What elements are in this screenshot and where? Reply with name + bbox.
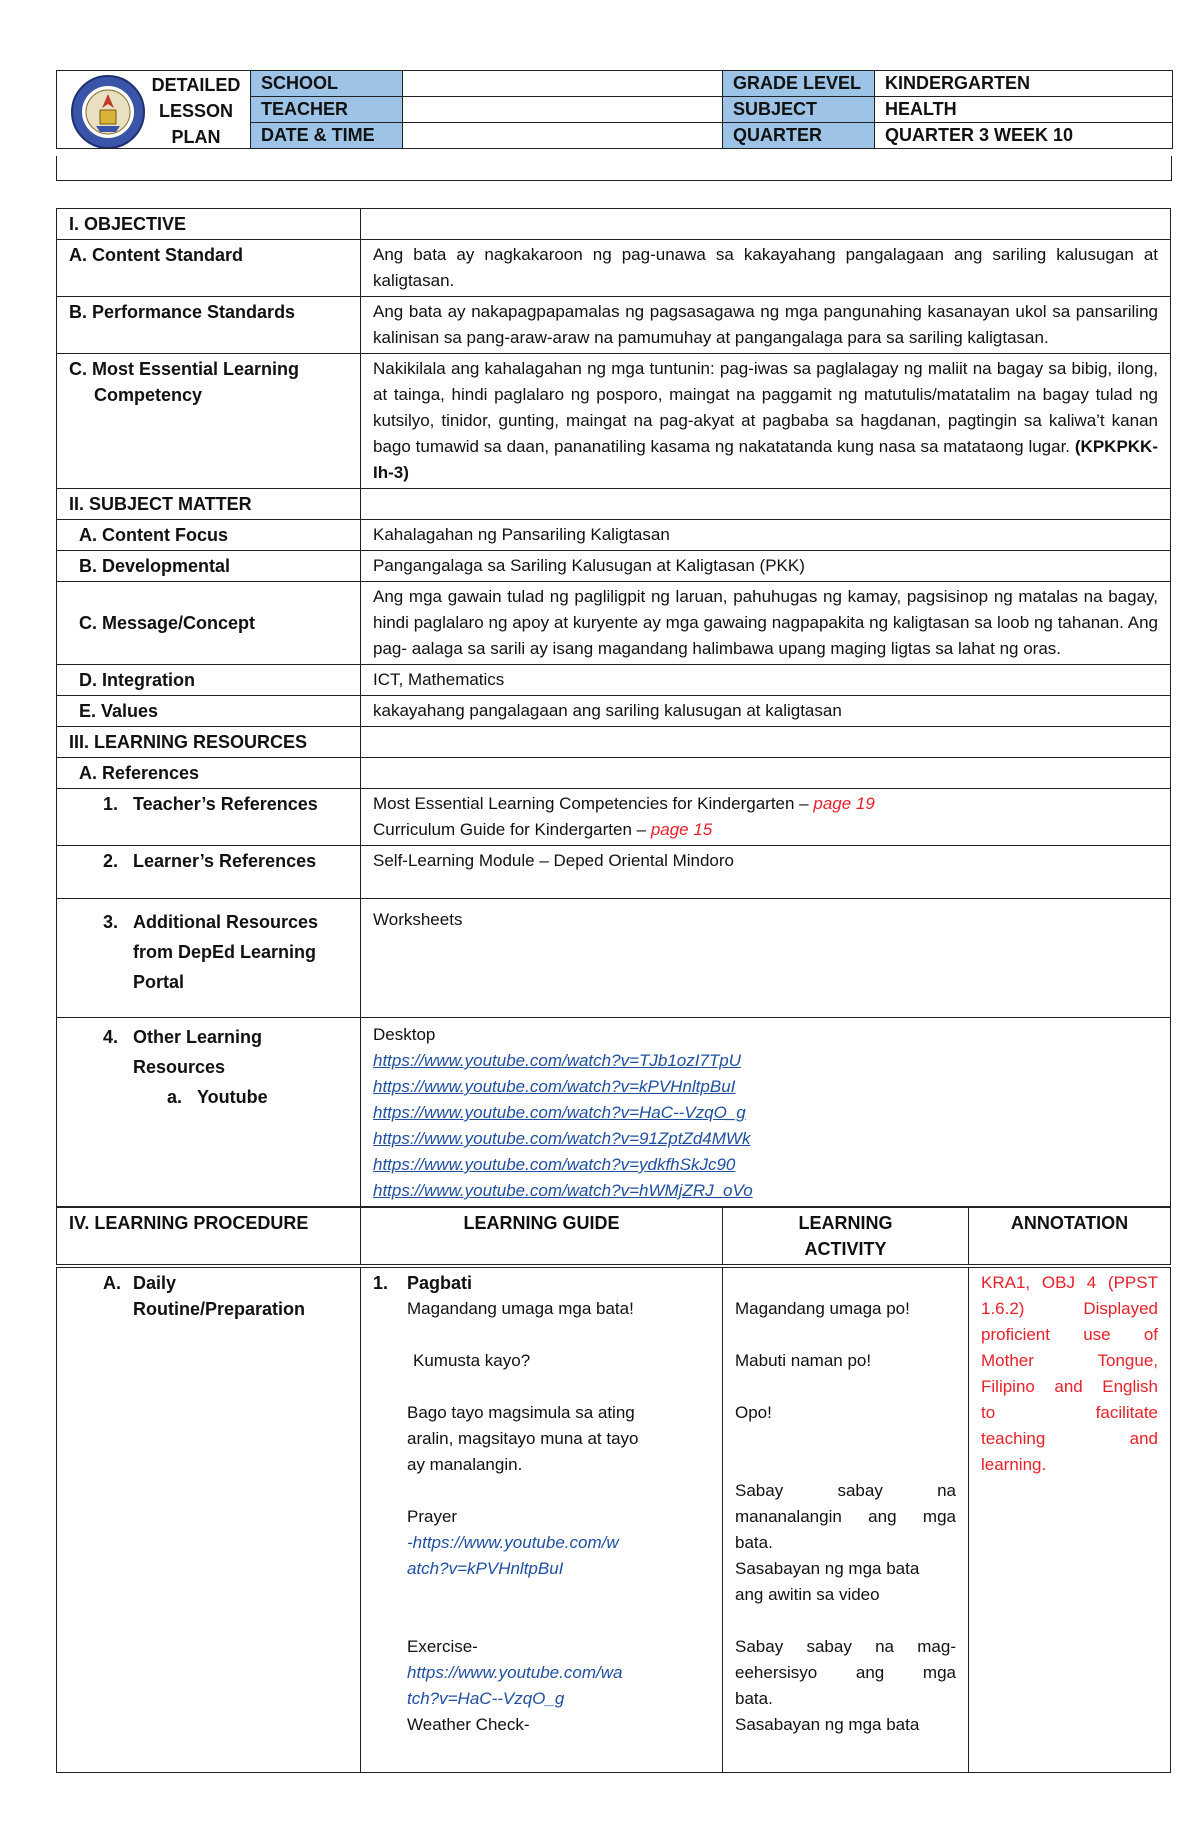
activity-line: bata.: [735, 1533, 773, 1552]
guide-line: Magandang umaga mga bata!: [407, 1299, 634, 1318]
learning-procedure-heading: IV. LEARNING PROCEDURE: [57, 1208, 361, 1265]
youtube-link[interactable]: https://www.youtube.com/watch?v=TJb1ozI7TpU: [373, 1051, 742, 1070]
daily-routine-label: [57, 1268, 361, 1773]
label-line: from DepEd Learning: [133, 942, 317, 962]
guide-line: Prayer: [407, 1507, 458, 1526]
header-spacer-row: [56, 156, 1172, 181]
header-line: ACTIVITY: [804, 1239, 887, 1259]
youtube-link[interactable]: https://www.youtube.com/watch?v=ydkfhSkJc90: [373, 1155, 736, 1174]
reference-page: page 15: [650, 820, 713, 839]
item-number: a.: [167, 1087, 183, 1107]
reference-page: page 19: [813, 794, 875, 813]
activity-line: mananalangin ang mga: [735, 1507, 956, 1526]
content-focus-label: A. Content Focus: [57, 520, 361, 551]
activity-line: Sasabayan ng mga bata: [735, 1715, 920, 1734]
guide-line: ay manalangin.: [407, 1455, 523, 1474]
annotation-header: ANNOTATION: [969, 1208, 1171, 1265]
school-value: [403, 71, 723, 97]
melc-text: [361, 354, 1171, 489]
values-label: E. Values: [57, 696, 361, 727]
annotation-cell: [969, 1268, 1171, 1773]
melc-label: [57, 354, 361, 489]
label-line: Routine/Preparation: [133, 1299, 306, 1319]
teacher-label: TEACHER: [251, 97, 403, 123]
title-line: PLAN: [171, 127, 221, 147]
performance-standards-text: Ang bata ay nakapagpapamalas ng pagsasagawa ng mga pangunahing kasanayan ukol sa pansariling kalinisan sa pang-araw-araw na pamumuhay at pangangalaga para sa sariling kaligtasan.: [361, 297, 1171, 354]
performance-standards-label: B. Performance Standards: [57, 297, 361, 354]
developmental-text: Pangangalaga sa Sariling Kalusugan at Kaligtasan (PKK): [361, 551, 1171, 582]
label-line: Other Learning: [133, 1027, 263, 1047]
learning-procedure-table: [56, 1207, 1171, 1773]
activity-line: Magandang umaga po!: [735, 1299, 910, 1318]
item-number: 3.: [103, 912, 119, 932]
guide-line: Weather Check-: [407, 1715, 530, 1734]
label-lines: [133, 907, 318, 997]
other-resources-label: [57, 1018, 361, 1207]
content-focus-text: Kahalagahan ng Pansariling Kaligtasan: [361, 520, 1171, 551]
prayer-video-link[interactable]: -https://www.youtube.com/w: [407, 1533, 619, 1552]
reference-title: Most Essential Learning Competencies for Kindergarten –: [373, 794, 809, 813]
label-lines: [133, 1022, 268, 1112]
item-number: A.: [103, 1273, 121, 1293]
item-number: 1.: [373, 1273, 389, 1293]
teachers-references-label: [57, 789, 361, 846]
label-line: Additional Resources: [133, 912, 319, 932]
melc-code: (KPKPKK-Ih-3): [373, 437, 1158, 482]
melc-body: Nakikilala ang kahalagahan ng mga tuntunin: pag-iwas sa paglalagay ng maliit na bagay sa bibig, ilong, at tainga, hindi paglalaro ng posporo, maingat na paggamit ng matutulis/matatalim na bagay tulad ng kutsilyo, tinidor, gunting, maingat na pag-akyat at pagbaba sa hagdanan, pagtingin sa kaliwa’t kanan bago tumawid sa daan, pananatiling kasama ng nakatatanda kung nasa sa matataong lugar.: [373, 359, 1158, 456]
values-text: kakayahang pangalagaan ang sariling kalusugan at kaligtasan: [361, 696, 1171, 727]
header-line: LEARNING: [798, 1213, 893, 1233]
additional-resources-label: [57, 899, 361, 1018]
objective-heading: I. OBJECTIVE: [57, 209, 361, 240]
activity-line: Mabuti naman po!: [735, 1351, 872, 1370]
empty-cell: [361, 209, 1171, 240]
item-label: Learner’s References: [133, 851, 317, 871]
learners-references-label: [57, 846, 361, 899]
learning-activity-header: [723, 1208, 969, 1265]
reference-line: [373, 817, 1158, 843]
lesson-plan-table: [56, 208, 1171, 1207]
learning-resources-heading: III. LEARNING RESOURCES: [57, 727, 361, 758]
references-label: A. References: [57, 758, 361, 789]
school-label: SCHOOL: [251, 71, 403, 97]
additional-resources-text: Worksheets: [361, 899, 1171, 1018]
annotation-line: to facilitate: [981, 1403, 1158, 1422]
message-concept-text: Ang mga gawain tulad ng pagliligpit ng laruan, pahuhugas ng kamay, pagsisinop ng matalas na bagay, hindi paglalaro ng apoy at kuryente ay mga gawaing nagpapakita ng kaligtasan sa loob ng tahanan. Ang pag- aalaga sa sarili ay isang magandang halimbawa upang maging ligtas sa lahat ng oras.: [361, 582, 1171, 665]
guide-line: Bago tayo magsimula sa ating: [407, 1403, 635, 1422]
label-line: [133, 1082, 268, 1112]
label-block: [103, 907, 348, 997]
step-title-text: Pagbati: [407, 1273, 473, 1293]
content-standard-label: A. Content Standard: [57, 240, 361, 297]
title-line: DETAILED: [151, 75, 241, 95]
subject-label: SUBJECT: [723, 97, 875, 123]
other-resources-intro: Desktop: [373, 1025, 436, 1044]
date-time-value: [403, 123, 723, 149]
item-number: 4.: [103, 1027, 119, 1047]
label-line: Daily: [133, 1273, 177, 1293]
learning-activity-cell: [723, 1268, 969, 1773]
content-standard-text: Ang bata ay nagkakaroon ng pag-unawa sa kakayahang pangalagaan ang sariling kalusugan at kaligtasan.: [361, 240, 1171, 297]
other-resources-list: [361, 1018, 1171, 1207]
label-line: Portal: [133, 972, 185, 992]
melc-label-line: Competency: [94, 385, 203, 405]
empty-cell: [361, 727, 1171, 758]
quarter-label: QUARTER: [723, 123, 875, 149]
melc-label-line: C. Most Essential Learning: [69, 359, 300, 379]
developmental-label: B. Developmental: [57, 551, 361, 582]
exercise-video-link[interactable]: https://www.youtube.com/wa: [407, 1663, 623, 1682]
youtube-link[interactable]: https://www.youtube.com/watch?v=HaC--VzqO_g: [373, 1103, 746, 1122]
activity-line: eehersisyo ang mga: [735, 1663, 956, 1682]
integration-text: ICT, Mathematics: [361, 665, 1171, 696]
activity-line: Opo!: [735, 1403, 772, 1422]
empty-cell: [361, 758, 1171, 789]
guide-body: [373, 1296, 710, 1738]
annotation-line: Filipino and English: [981, 1377, 1158, 1396]
guide-line: aralin, magsitayo muna at tayo: [407, 1429, 639, 1448]
reference-line: [373, 791, 1158, 817]
annotation-line: teaching and: [981, 1429, 1158, 1448]
empty-cell: [361, 489, 1171, 520]
youtube-link[interactable]: https://www.youtube.com/watch?v=91ZptZd4MWk: [373, 1129, 751, 1148]
seal-cell: [57, 71, 251, 149]
annotation-line: Mother Tongue,: [981, 1351, 1158, 1370]
grade-level-value: KINDERGARTEN: [875, 71, 1173, 97]
exercise-video-link[interactable]: tch?v=HaC--VzqO_g: [407, 1689, 565, 1708]
prayer-video-link[interactable]: atch?v=kPVHnltpBuI: [407, 1559, 564, 1578]
youtube-link[interactable]: https://www.youtube.com/watch?v=hWMjZRJ_oVo: [373, 1181, 753, 1200]
item-label: Youtube: [197, 1087, 268, 1107]
grade-level-label: GRADE LEVEL: [723, 71, 875, 97]
title-line: LESSON: [158, 101, 233, 121]
annotation-line: 1.6.2) Displayed: [981, 1299, 1158, 1318]
label-block: [103, 1022, 348, 1112]
youtube-link[interactable]: https://www.youtube.com/watch?v=kPVHnltpBuI: [373, 1077, 736, 1096]
activity-line: ang awitin sa video: [735, 1585, 880, 1604]
annotation-line: KRA1, OBJ 4 (PPST: [981, 1273, 1158, 1292]
teacher-value: [403, 97, 723, 123]
teachers-references-text: [361, 789, 1171, 846]
label-line: Resources: [133, 1057, 226, 1077]
header-table: [56, 70, 1173, 149]
guide-line: Exercise-: [407, 1637, 478, 1656]
activity-line: bata.: [735, 1689, 773, 1708]
learning-guide-header: LEARNING GUIDE: [361, 1208, 723, 1265]
guide-line: Kumusta kayo?: [413, 1351, 531, 1370]
label-block: [103, 1270, 348, 1322]
label-lines: [133, 1270, 305, 1322]
date-time-label: DATE & TIME: [251, 123, 403, 149]
learning-guide-cell: [361, 1268, 723, 1773]
annotation-line: proficient use of: [981, 1325, 1158, 1344]
message-concept-label: C. Message/Concept: [57, 582, 361, 665]
item-label: Teacher’s References: [133, 794, 318, 814]
annotation-line: learning.: [981, 1455, 1047, 1474]
activity-line: Sasabayan ng mga bata: [735, 1559, 920, 1578]
reference-title: Curriculum Guide for Kindergarten –: [373, 820, 647, 839]
item-number: 1.: [103, 794, 119, 814]
subject-matter-heading: II. SUBJECT MATTER: [57, 489, 361, 520]
learners-references-text: Self-Learning Module – Deped Oriental Mindoro: [361, 846, 1171, 899]
activity-line: Sabay sabay na mag-: [735, 1637, 956, 1656]
item-number: 2.: [103, 851, 119, 871]
activity-line: Sabay sabay na: [735, 1481, 956, 1500]
quarter-value: QUARTER 3 WEEK 10: [875, 123, 1173, 149]
integration-label: D. Integration: [57, 665, 361, 696]
step-title: [373, 1270, 710, 1296]
subject-value: HEALTH: [875, 97, 1173, 123]
